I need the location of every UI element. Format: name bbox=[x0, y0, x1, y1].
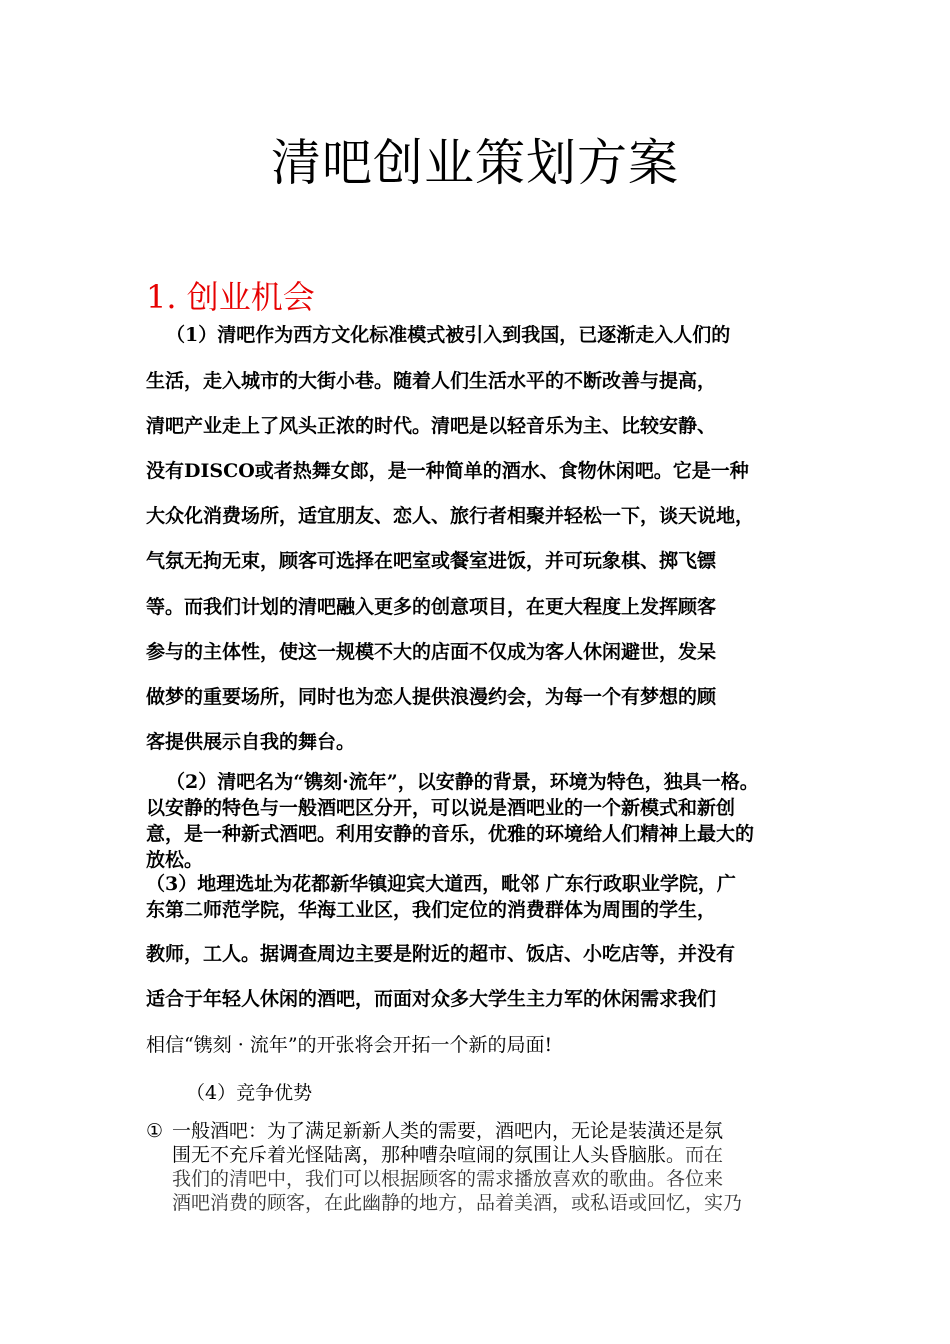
p4-heading: （4）竞争优势 bbox=[186, 1082, 313, 1104]
p2-line: 放松。 bbox=[146, 849, 204, 871]
p5-line: 一般酒吧：为了满足新新人类的需要，酒吧内，无论是装潢还是氛 bbox=[172, 1120, 724, 1142]
p5-line bbox=[172, 1142, 723, 1168]
section-heading-1: 1. 创业机会 bbox=[146, 278, 315, 316]
p1-line: 没有DISCO或者热舞女郎，是一种简单的酒水、食物休闲吧。它是一种 bbox=[146, 460, 749, 482]
p1-line: 参与的主体性，使这一规模不大的店面不仅成为客人休闲避世，发呆 bbox=[146, 641, 717, 663]
p3-line: 教师，工人。据调查周边主要是附近的超市、饭店、小吃店等，并没有 bbox=[146, 943, 736, 965]
p1-line: 大众化消费场所，适宜朋友、恋人、旅行者相聚并轻松一下，谈天说地， bbox=[146, 505, 755, 527]
p1-line: 做梦的重要场所，同时也为恋人提供浪漫约会，为每一个有梦想的顾 bbox=[146, 686, 717, 708]
p3-line: 适合于年轻人休闲的酒吧，而面对众多大学生主力军的休闲需求我们 bbox=[146, 988, 717, 1010]
p1-line: 清吧产业走上了风头正浓的时代。清吧是以轻音乐为主、比较安静、 bbox=[146, 415, 717, 437]
p1-line: 气氛无拘无束，顾客可选择在吧室或餐室进饭，并可玩象棋、掷飞镖 bbox=[146, 550, 717, 572]
p5-line-text: 围无不充斥着光怪陆离，那种嘈杂喧闹的氛围让人头昏脑胀。 bbox=[172, 1144, 686, 1166]
list-marker: ① bbox=[146, 1120, 164, 1142]
p5-line: 我们的清吧中，我们可以根据顾客的需求播放喜欢的歌曲。各位来 bbox=[172, 1168, 724, 1190]
p3-line: 相信“镌刻 · 流年”的开张将会开拓一个新的局面! bbox=[146, 1034, 553, 1056]
p5-line: 酒吧消费的顾客，在此幽静的地方，品着美酒，或私语或回忆，实乃 bbox=[172, 1192, 743, 1214]
p3-line: 东第二师范学院，华海工业区，我们定位的消费群体为周围的学生， bbox=[146, 899, 717, 921]
p2-line: （2）清吧名为“镌刻·流年”，以安静的背景，环境为特色，独具一格。 bbox=[166, 771, 759, 793]
p3-line: （3）地理选址为花都新华镇迎宾大道西，毗邻 广东行政职业学院，广 bbox=[146, 873, 736, 895]
document-title: 清吧创业策划方案 bbox=[271, 134, 679, 192]
p5-line-tail: 而在 bbox=[685, 1144, 724, 1166]
p1-line: 等。而我们计划的清吧融入更多的创意项目，在更大程度上发挥顾客 bbox=[146, 596, 717, 618]
p1-line: 客提供展示自我的舞台。 bbox=[146, 731, 356, 753]
p1-line: 生活，走入城市的大街小巷。随着人们生活水平的不断改善与提高， bbox=[146, 370, 717, 392]
p2-line: 以安静的特色与一般酒吧区分开，可以说是酒吧业的一个新模式和新创 bbox=[146, 797, 736, 819]
p1-line: （1）清吧作为西方文化标准模式被引入到我国，已逐渐走入人们的 bbox=[166, 324, 731, 346]
p2-line: 意，是一种新式酒吧。利用安静的音乐，优雅的环境给人们精神上最大的 bbox=[146, 823, 755, 845]
